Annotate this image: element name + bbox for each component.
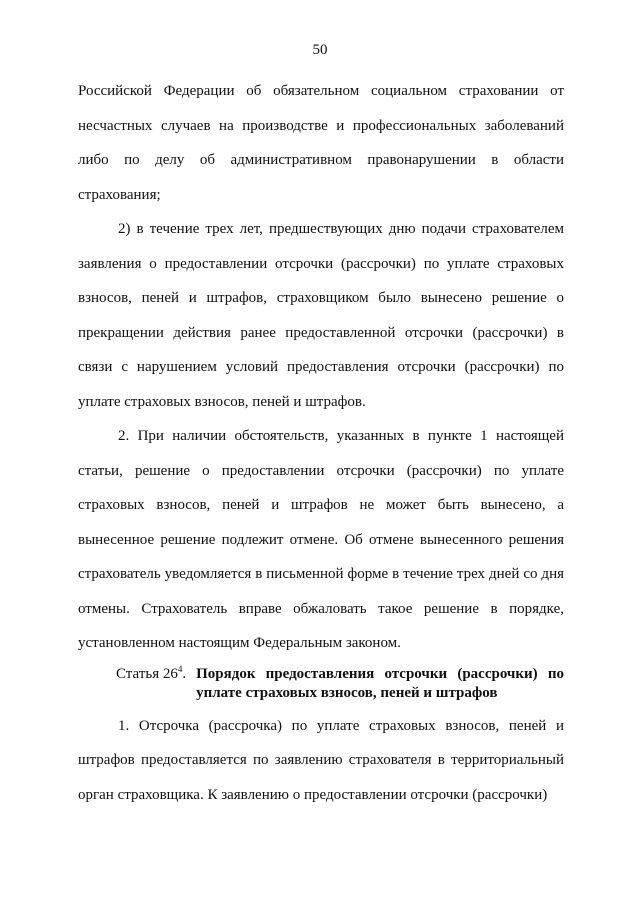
- article-number: Статья $26^4$.: [116, 663, 187, 682]
- article-title: Порядок предоставления отсрочки (рассрочки) по уплате страховых взносов, пеней и штрафов: [196, 665, 564, 701]
- paragraph-point-1: 1. Отсрочка (рассрочка) по уплате страховых взносов, пеней и штрафов предоставляется по заявлению страхователя в территориальный орган страховщика. К заявлению о предоставлении отсрочки (рассрочки): [78, 717, 564, 803]
- article-heading: [78, 665, 564, 703]
- page-number: 50: [312, 42, 328, 58]
- article-superscript: 4: [177, 663, 183, 674]
- paragraph-item-2: 2) в течение трех лет, предшествующих дню подачи страхователем заявления о предоставлении отсрочки (рассрочки) по уплате страховых взносов, пеней и штрафов, страховщиком было вынесено решение о прекращении действия ранее предоставленной отсрочки (рассрочки) в связи с нарушением условий предоставления отсрочки (рассрочки) по уплате страховых взносов, пеней и штрафов.: [78, 221, 564, 410]
- paragraph-point-2: 2. При наличии обстоятельств, указанных в пункте 1 настоящей статьи, решение о предоставлении отсрочки (рассрочки) по уплате страховых взносов, пеней и штрафов не может быть вынесено, а вынесенное решение подлежит отмене. Об отмене вынесенного решения страхователь уведомляется в письменной форме в течение трех дней со дня отмены. Страхователь вправе обжаловать такое решение в порядке, установленном настоящим Федеральным законом.: [78, 428, 564, 651]
- paragraph-continuation: Российской Федерации об обязательном социальном страховании от несчастных случаев на производстве и профессиональных заболеваний либо по делу об административном правонарушении в области страхования;: [78, 83, 564, 203]
- document-body: [78, 74, 564, 812]
